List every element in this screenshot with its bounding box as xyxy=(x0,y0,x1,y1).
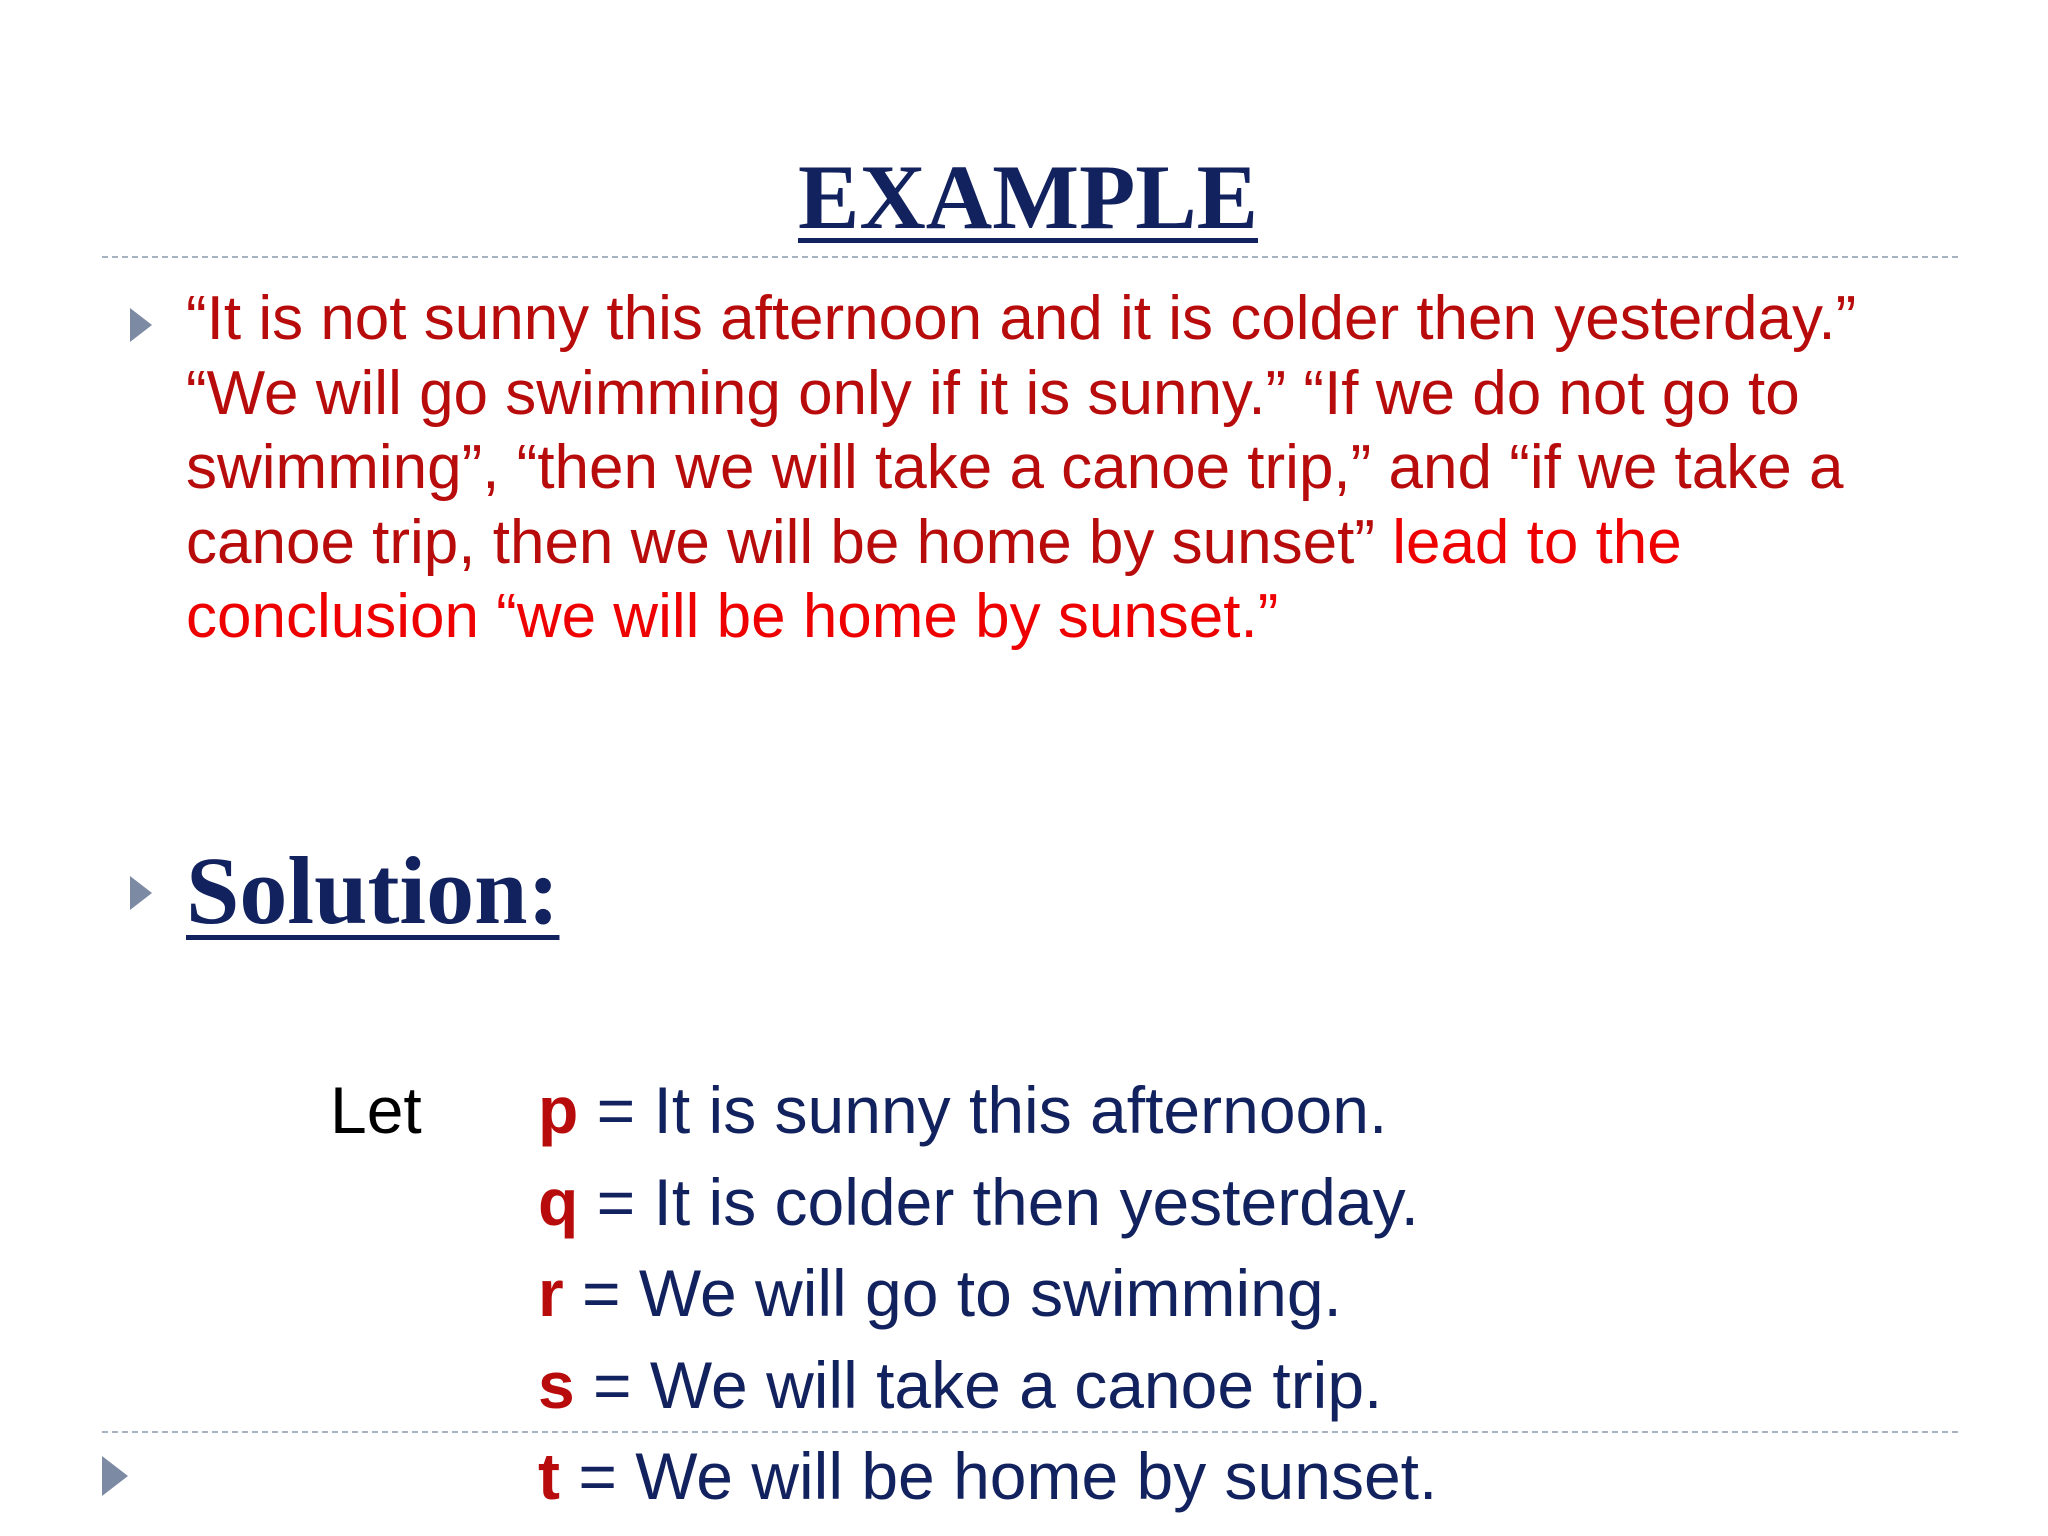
definition-text: = It is colder then yesterday. xyxy=(578,1164,1420,1239)
problem-conclusion: lead to the conclusion “we will be home by sunset.” xyxy=(186,507,1682,651)
definition-item xyxy=(538,1345,1437,1437)
definition-variable: q xyxy=(538,1164,579,1239)
definition-item xyxy=(538,1070,1437,1162)
slide-title: EXAMPLE xyxy=(798,146,1258,248)
definition-variable: r xyxy=(538,1256,564,1330)
definition-variable: s xyxy=(538,1347,575,1422)
definition-text: = We will be home by sunset. xyxy=(559,1439,1438,1513)
top-divider xyxy=(102,256,1958,258)
bottom-divider xyxy=(102,1431,1958,1433)
problem-statement xyxy=(186,282,1976,655)
footer-triangle-icon xyxy=(102,1456,128,1496)
solution-heading: Solution: xyxy=(186,837,560,944)
definition-text: = We will take a canoe trip. xyxy=(574,1347,1383,1422)
definition-text: = It is sunny this afternoon. xyxy=(578,1073,1388,1147)
definition-variable: p xyxy=(538,1073,579,1147)
definition-list xyxy=(538,1070,1437,1528)
definition-item xyxy=(538,1253,1437,1345)
problem-premises: “It is not sunny this afternoon and it is colder then yesterday.” “We will go swimming only if it is sunny.” “If we do not go to swimming”, “then we will take a canoe trip,” and “if we take a canoe trip, then we will be home by sunset” xyxy=(186,284,1857,577)
bullet-triangle-icon xyxy=(130,876,152,910)
definition-item xyxy=(538,1436,1437,1528)
let-label: Let xyxy=(330,1073,422,1147)
definition-text: = We will go to swimming. xyxy=(563,1256,1342,1330)
bullet-triangle-icon xyxy=(130,308,152,342)
definition-variable: t xyxy=(538,1439,560,1513)
definition-item xyxy=(538,1162,1437,1254)
